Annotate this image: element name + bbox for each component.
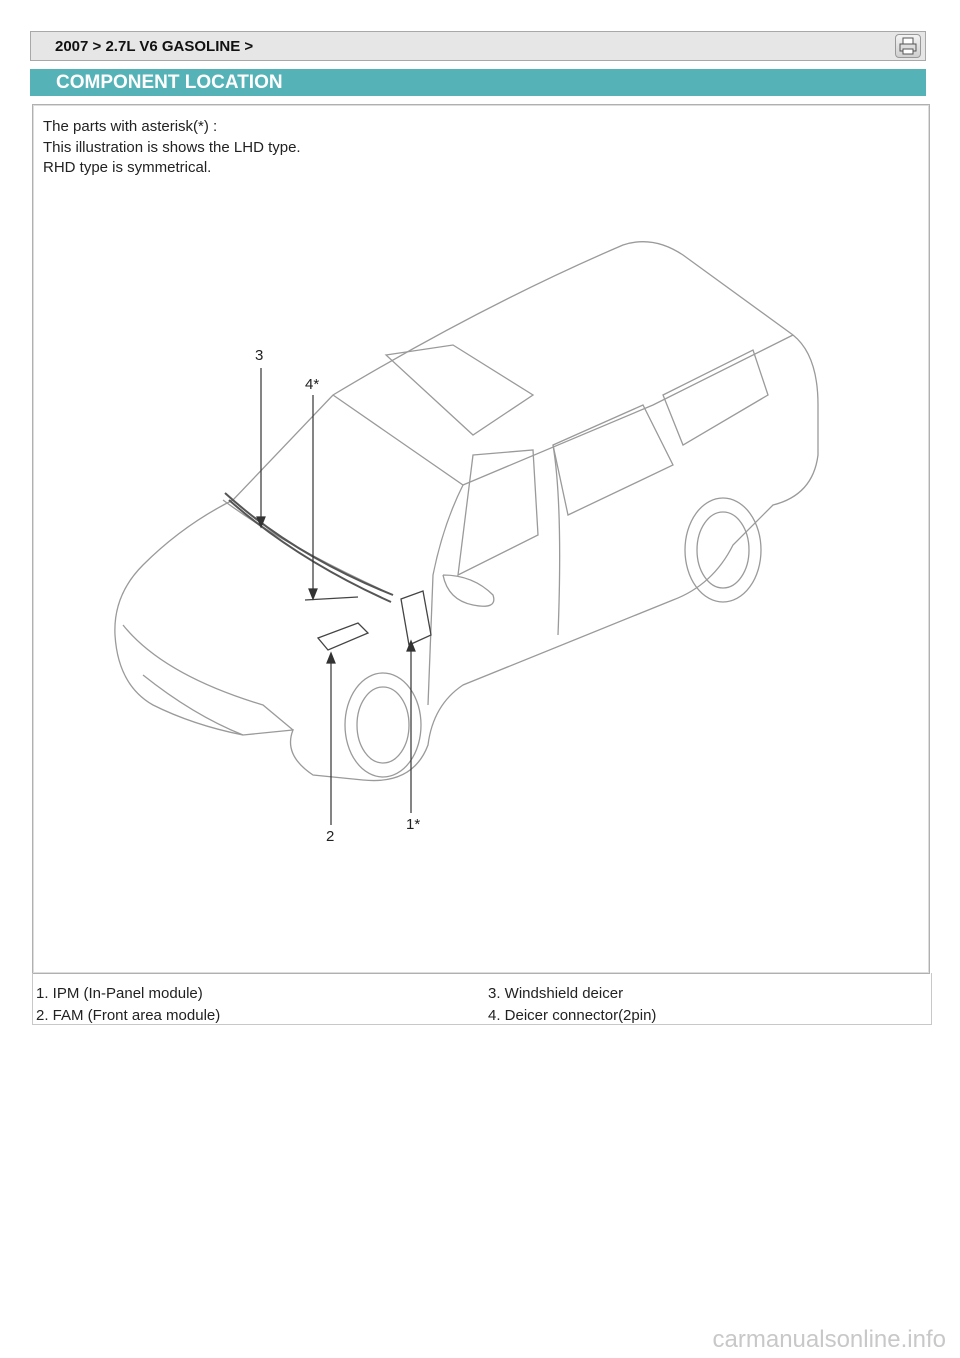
legend-item: 3. Windshield deicer [488,985,624,1002]
legend-item: 2. FAM (Front area module) [36,1007,221,1024]
breadcrumb-bar [30,31,926,61]
printer-icon[interactable] [895,34,921,58]
watermark: carmanualsonline.info [712,1326,946,1353]
callout-2: 2 [326,828,335,845]
callout-3: 3 [255,347,264,364]
legend [32,973,932,1025]
vehicle-illustration [33,105,929,973]
section-header [30,69,926,96]
note-line: The parts with asterisk(*) : [43,118,218,135]
note-line: This illustration is shows the LHD type. [43,138,301,156]
legend-item: 4. Deicer connector(2pin) [488,1007,657,1024]
breadcrumb: 2007 > 2.7L V6 GASOLINE > [55,38,254,55]
callout-4: 4* [305,376,320,393]
illustration-panel [32,104,930,974]
callout-1: 1* [406,816,421,833]
section-title: COMPONENT LOCATION [56,72,283,93]
note-line: RHD type is symmetrical. [43,159,212,176]
legend-item: 1. IPM (In-Panel module) [36,985,203,1002]
